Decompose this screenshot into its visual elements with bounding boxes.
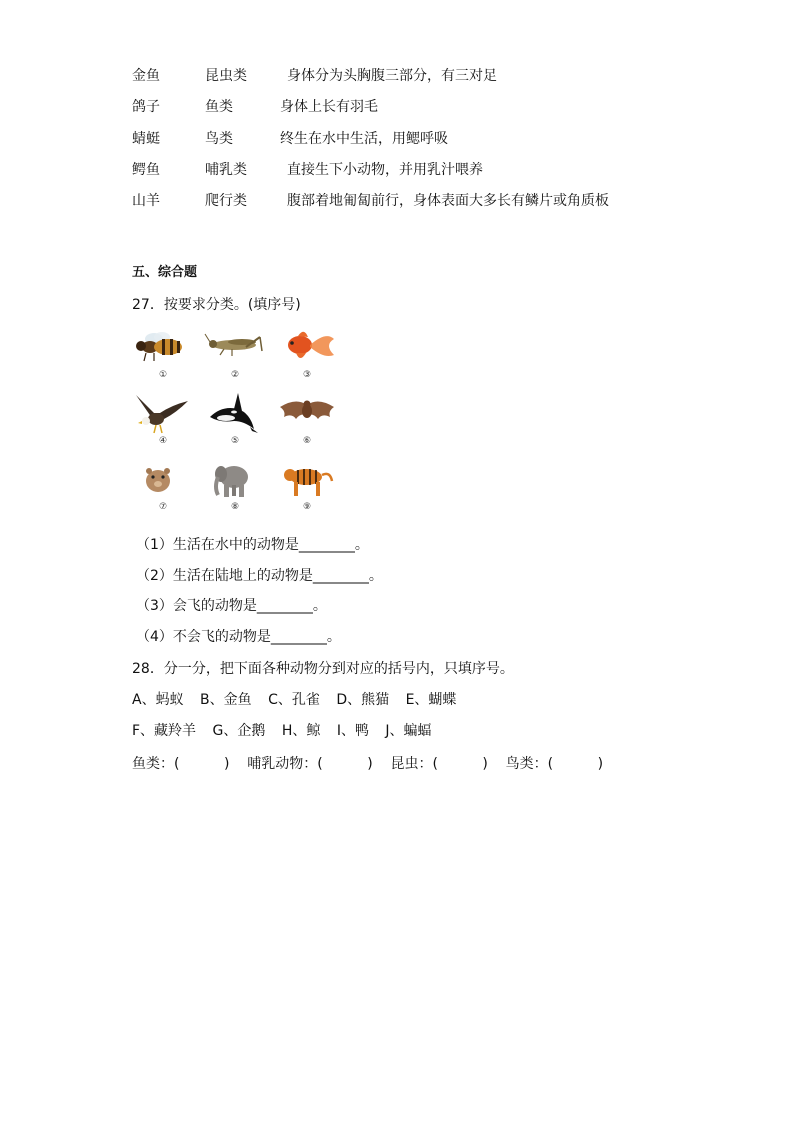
image-number: ⑧	[230, 502, 240, 512]
image-number: ⑥	[302, 436, 312, 446]
match-feature: 终生在水中生活，用鳃呼吸	[280, 131, 448, 147]
option-item: F、藏羚羊	[132, 723, 197, 739]
animal-image-1	[132, 325, 194, 387]
image-number: ①	[158, 370, 168, 380]
match-feature: 腹部着地匍匐前行，身体表面大多长有鳞片或角质板	[287, 193, 609, 209]
question-27-sub-3: （3）会飞的动物是________。	[136, 598, 327, 614]
animal-image-2	[204, 325, 266, 387]
animal-image-8	[204, 457, 266, 519]
animal-image-9	[276, 457, 338, 519]
question-28-options-row-2	[132, 722, 444, 740]
option-item: E、蝴蝶	[405, 692, 457, 708]
question-27-sub-2: （2）生活在陆地上的动物是________。	[136, 568, 383, 584]
match-category: 昆虫类	[205, 68, 247, 84]
match-feature: 身体上长有羽毛	[280, 99, 378, 115]
goldfish-icon	[276, 325, 338, 369]
match-category: 爬行类	[205, 193, 247, 209]
orca-icon	[204, 391, 266, 435]
option-item: B、金鱼	[200, 692, 252, 708]
animal-image-7	[132, 457, 194, 519]
bat-icon	[276, 391, 338, 435]
bee-icon	[132, 325, 194, 369]
image-number: ②	[230, 370, 240, 380]
match-category: 鸟类	[205, 131, 233, 147]
question-28-prompt: 28．分一分，把下面各种动物分到对应的括号内，只填序号。	[132, 661, 514, 677]
eagle-icon	[132, 391, 194, 435]
option-item: A、蚂蚁	[132, 692, 184, 708]
image-number: ⑦	[158, 502, 168, 512]
animal-image-4	[132, 391, 194, 453]
match-animal: 金鱼	[132, 68, 160, 84]
option-item: G、企鹅	[212, 723, 266, 739]
match-animal: 鳄鱼	[132, 162, 160, 178]
match-row	[132, 67, 692, 87]
animal-image-6	[276, 391, 338, 453]
grasshopper-icon	[204, 325, 266, 369]
question-28-answer-blanks: 鱼类：( ) 哺乳动物：( ) 昆虫：( ) 鸟类：( )	[132, 756, 604, 772]
section-title: 五、综合题	[132, 265, 198, 280]
match-row	[132, 192, 692, 212]
elephant-icon	[204, 457, 266, 501]
match-animal: 鸽子	[132, 99, 160, 115]
match-animal: 山羊	[132, 193, 160, 209]
option-item: I、鸭	[336, 723, 369, 739]
image-number: ③	[302, 370, 312, 380]
match-category: 鱼类	[205, 99, 233, 115]
question-27-sub-4: （4）不会飞的动物是________。	[136, 629, 341, 645]
question-27-prompt: 27．按要求分类。(填序号)	[132, 297, 301, 313]
option-item: H、鲸	[281, 723, 321, 739]
image-number: ④	[158, 436, 168, 446]
animal-image-grid	[132, 325, 342, 525]
rodent-icon	[132, 457, 194, 501]
match-category: 哺乳类	[205, 162, 247, 178]
question-28-options-row-1	[132, 691, 468, 709]
animal-image-5	[204, 391, 266, 453]
option-item: C、孔雀	[268, 692, 320, 708]
image-number: ⑤	[230, 436, 240, 446]
option-item: J、蝙蝠	[385, 723, 432, 739]
match-animal: 蜻蜓	[132, 131, 160, 147]
question-27-sub-1: （1）生活在水中的动物是________。	[136, 537, 369, 553]
option-item: D、熊猫	[336, 692, 390, 708]
tiger-icon	[276, 457, 338, 501]
match-feature: 身体分为头胸腹三部分，有三对足	[287, 68, 497, 84]
animal-image-3	[276, 325, 338, 387]
match-row	[132, 98, 692, 118]
match-row	[132, 161, 692, 181]
match-feature: 直接生下小动物，并用乳汁喂养	[287, 162, 483, 178]
match-row	[132, 130, 692, 150]
image-number: ⑨	[302, 502, 312, 512]
